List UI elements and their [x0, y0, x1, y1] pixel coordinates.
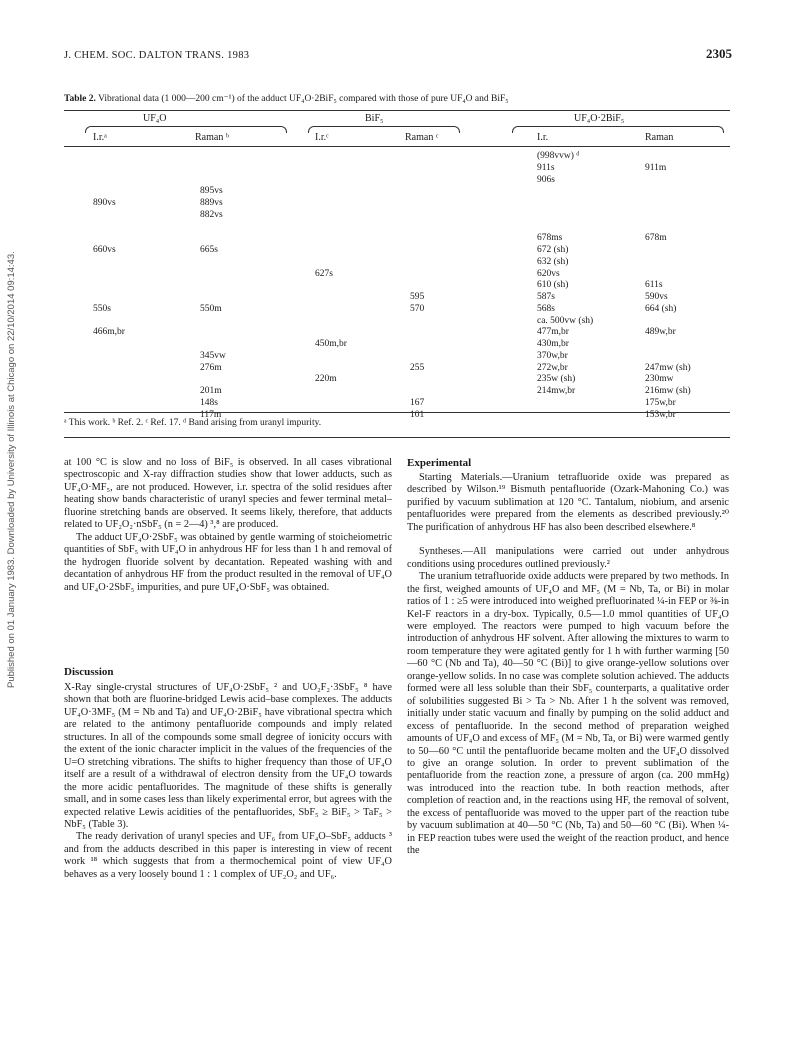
table-cell: 620vs	[537, 268, 560, 279]
table-cell: 255	[410, 362, 425, 373]
table-cell: 632 (sh)	[537, 256, 569, 267]
table-caption	[64, 93, 744, 104]
table-cell: 370w,br	[537, 350, 568, 361]
table-cell: 627s	[315, 268, 333, 279]
table-cell: 665s	[200, 245, 218, 255]
publication-note: Published on 01 January 1983. Downloaded by University of Illinois at Chicago on 22/10/2014 09:14:43.	[6, 251, 17, 688]
table-cell: 117m	[200, 409, 222, 420]
paragraph: The ready derivation of uranyl species and UF₆ from UF₄O–SbF₅ adducts ³ and from the adducts described in this paper is interesting in view of recent work ¹⁸ which suggests that from a thermochemical point of view UF₄O behaves as a very loosely bound 1 : 1 complex of UF₂O₂ and UF₆.	[64, 831, 392, 880]
table-cell: 568s	[537, 303, 555, 314]
table-cell: 590vs	[645, 292, 668, 302]
discussion-column	[64, 682, 392, 881]
col-head-ir-adduct: I.r.	[537, 132, 549, 143]
table-cell: 587s	[537, 292, 555, 302]
col-head-raman-adduct: Raman	[645, 132, 674, 143]
table-cell: 450m,br	[315, 339, 347, 349]
paragraph: The uranium tetrafluoride oxide adducts were prepared by two methods. In the first, weighed amounts of UF₄O and MF₅ (M = Nb, Ta, or Bi) in molar ratios of 1 : ≥5 were introduced into weighed prefluorinated ¼-in FEP or ⅜-in Kel-F reactors in a dry-box. Typically, 0.5—1.0 mmol quantities of UF₄O were employed. The reactors were pumped to high vacuum before the introduction of anhydrous HF solvent. After allowing the mixtures to warm to room temperature they were agitated gently for 1 h with further warming [50—60 °C (Nb and Ta), 40—50 °C (Bi)] to give orange-yellow solutions over orange-yellow solids. In no case was complete solution achieved. The adducts formed were all less soluble than their SbF₅ counterparts, a qualitative order of solubilities suggested Bi > Ta > Nb. After 1 h the solvent was removed, initially under static vacuum and finally by pumping on the solid adduct and excess of pentafluoride. In the second method of preparation weighed amounts of UF₄O and excess of MF₅ (M = Nb, Ta, or Bi) were warmed gently to 50—60 °C until the pentafluoride became molten and the UF₄O dissolved to give an orange solution. In order to prevent sublimation of the pentafluoride from the reaction zone, a pressure of argon (ca. 200 mmHg) was introduced into the reaction tube. In both reaction methods, after completion of reaction and, in the reactions using HF, the removal of solvent, the excess of pentafluoride was moved to the upper part of the reaction tube by vacuum sublimation at 40—50 °C (Nb, Ta) and 50—60 °C (Bi). When ¼-in FEP reaction tubes were used the weight of the reaction product, and hence the	[407, 571, 729, 857]
table-cell: 276m	[200, 362, 222, 373]
paragraph: X-Ray single-crystal structures of UF₄O·2SbF₅ ² and UO₂F₂·3SbF₅ ⁸ have shown that both are fluorine-bridged Lewis acid–base complexes. The adducts UF₄O·3MF₅ (M = Nb and Ta) and UF₄O·2BiF₅ have vibrational spectra which are related to the antimony pentafluoride compounds and imply related structures. In all of the compounds some small degree of ionicity occurs with the extent of the ionic character implicit in the values of the frequencies of the U=O stretching vibrations. The shifts to higher frequency than those of UF₄O itself are a result of a withdrawal of electron density from the UF₄O towards the more acidic pentafluorides. The magnitude of these shifts is generally small, and in some cases less than likely experimental error, but agrees with the expected relative Lewis acidities of the pentafluorides, SbF₅ ≥ BiF₅ > TaF₅ > NbF₅ (Table 3).	[64, 682, 392, 830]
paragraph: Starting Materials.—Uranium tetrafluoride oxide was prepared as described by Wilson.¹⁹ Bismuth pentafluoride (Ozark-Mahoning Co.) was purified by vacuum sublimation at 120 °C. Tantalum, niobium, and arsenic pentafluorides were prepared from the elements as described previously.²⁰ The purification of anhydrous HF has also been described elsewhere.⁸	[407, 472, 729, 533]
table-cell: 477m,br	[537, 327, 569, 338]
table-caption-text: Vibrational data (1 000—200 cm⁻¹) of the adduct UF₄O·2BiF₅ compared with those of pure UF₄O and BiF₅	[98, 94, 509, 104]
table-cell: 153w,br	[645, 409, 676, 420]
table-cell: 167	[410, 397, 425, 408]
table-cell: 550s	[93, 303, 111, 314]
table-cell: 882vs	[200, 209, 223, 220]
right-column	[407, 472, 729, 858]
col-head-raman-bif5: Raman ᶜ	[405, 132, 439, 143]
table-cell: 101	[410, 409, 425, 420]
table-bottom-rule	[64, 412, 730, 413]
table-cell: 214mw,br	[537, 386, 576, 396]
table-cell: 345vw	[200, 350, 226, 361]
table-cell: 895vs	[200, 186, 223, 197]
table-cell: 911m	[645, 162, 667, 173]
table-cell: 550m	[200, 303, 222, 314]
table-cell: 678ms	[537, 233, 563, 244]
table-cell: 906s	[537, 174, 555, 185]
table-cell: 570	[410, 303, 425, 314]
col-head-ir-bif5: I.r.ᶜ	[315, 132, 329, 143]
journal-header: J. CHEM. SOC. DALTON TRANS. 1983	[64, 50, 250, 61]
table-cell: 220m	[315, 374, 337, 385]
group-head-bif5: BiF₅	[365, 113, 384, 124]
table-cell: 235w (sh)	[537, 374, 576, 385]
table-cell: 247mw (sh)	[645, 362, 691, 373]
table-footnote: ᵃ This work. ᵇ Ref. 2. ᶜ Ref. 17. ᵈ Band arising from uranyl impurity.	[64, 418, 322, 428]
experimental-heading: Experimental	[407, 457, 472, 469]
table-cell: 595	[410, 292, 425, 302]
table-end-rule	[64, 437, 730, 438]
table-cell: 201m	[200, 386, 222, 396]
page-number: 2305	[706, 46, 732, 61]
table-cell: 664 (sh)	[645, 303, 677, 314]
table-cell: 489w,br	[645, 327, 676, 338]
table-cell: ca. 500vw (sh)	[537, 315, 594, 326]
table-cell: 272w,br	[537, 362, 568, 373]
table-cell: 430m,br	[537, 339, 569, 349]
table-cell: 216mw (sh)	[645, 386, 691, 396]
table-cell: 148s	[200, 397, 218, 408]
group-head-adduct: UF₄O·2BiF₅	[574, 113, 625, 124]
table-header-rule	[64, 146, 730, 147]
table-cell: 678m	[645, 233, 667, 244]
group-brace-uf4o	[85, 126, 287, 133]
table-top-rule	[64, 110, 730, 111]
left-column	[64, 457, 392, 594]
group-head-uf4o: UF₄O	[143, 113, 167, 124]
publication-sidebar	[6, 0, 22, 1055]
table-cell: (998vvw) ᵈ	[537, 151, 580, 161]
col-head-ir-uf4o: I.r.ᵃ	[93, 132, 107, 143]
paragraph: The adduct UF₄O·2SbF₅ was obtained by gentle warming of stoicheiometric quantities of SbF₅ with UF₄O in anhydrous HF for less than 1 h and removal of the hydrogen fluoride solvent by decantation. Repeated washing with and decantation of anhydrous HF from the product resulted in the removal of UF₄O and UF₄O·2SbF₅ impurities, and pure UF₄O·SbF₅ was obtained.	[64, 531, 392, 593]
table-cell: 611s	[645, 280, 663, 291]
table-cell: 672 (sh)	[537, 245, 569, 255]
table-cell: 466m,br	[93, 327, 125, 338]
table-caption-label: Table 2.	[64, 94, 96, 104]
table-cell: 175w,br	[645, 397, 676, 408]
paragraph: at 100 °C is slow and no loss of BiF₅ is observed. In all cases vibrational spectroscopic and X-ray diffraction studies show that lower adducts, such as UF₄O·MF₅, are not produced. However, i.r. spectra of the solid residues after heating show bands characteristic of uranyl species and fewer terminal metal–fluorine stretching bands are observed. It seems likely, therefore, that adducts related to UF₂O₂·nSbF₅ (n = 2—4) ³,⁸ are produced.	[64, 457, 392, 531]
table-cell: 889vs	[200, 198, 223, 208]
table-cell: 911s	[537, 162, 555, 173]
table-cell: 230mw	[645, 374, 674, 385]
table-cell: 610 (sh)	[537, 280, 569, 291]
paragraph: Syntheses.—All manipulations were carried out under anhydrous conditions using procedures outlined previously.²	[407, 546, 729, 570]
table-cell: 890vs	[93, 198, 116, 208]
col-head-raman-uf4o: Raman ᵇ	[195, 132, 229, 143]
table-cell: 660vs	[93, 245, 116, 255]
discussion-heading: Discussion	[64, 666, 114, 678]
